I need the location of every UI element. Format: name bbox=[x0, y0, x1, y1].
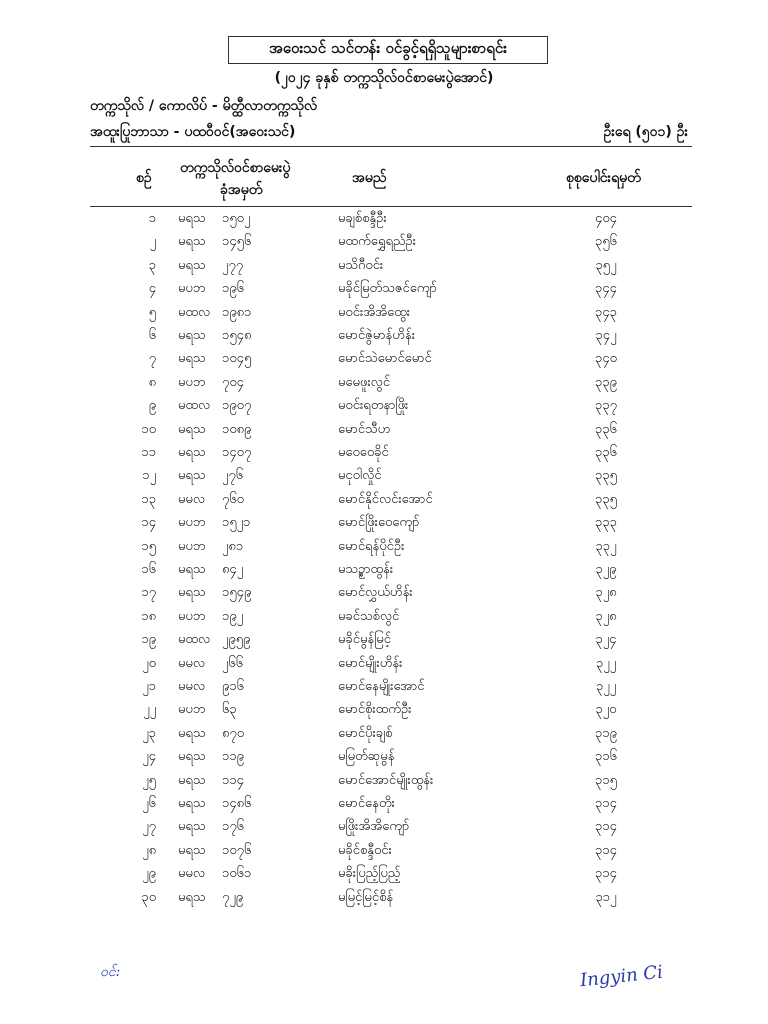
student-name: မခိုးပြည့်ပြည့် bbox=[338, 866, 401, 882]
roll-series: မမလ bbox=[178, 655, 206, 671]
student-name: မောင်ပိုးချစ် bbox=[338, 725, 393, 741]
header-score: စုစုပေါင်းရမှတ် bbox=[566, 170, 641, 186]
table-row bbox=[0, 608, 768, 631]
table-row bbox=[0, 304, 768, 327]
total-score: ၃၁၄ bbox=[595, 796, 617, 811]
table-row bbox=[0, 561, 768, 584]
student-name: မောင်မျိုးဟိန်း bbox=[338, 655, 403, 671]
roll-series: မပဘ bbox=[178, 702, 206, 718]
student-name: မခင်သစ်လွင် bbox=[338, 608, 400, 624]
roll-number: ၂၇၆ bbox=[222, 468, 244, 484]
roll-series: မရသ bbox=[178, 351, 206, 367]
student-name: မောင်စိုးထက်ဦး bbox=[338, 702, 412, 718]
student-name: မောင်ဖြိုးဝေကျော် bbox=[338, 515, 420, 531]
roll-number: ၁၄၅၆ bbox=[222, 234, 252, 250]
student-name: မဝေဝေခိုင် bbox=[338, 445, 389, 460]
roll-series: မရသ bbox=[178, 772, 206, 788]
table-row bbox=[0, 327, 768, 350]
roll-number: ၁၄၈၆ bbox=[222, 796, 252, 811]
row-number: ၂ bbox=[149, 234, 156, 250]
table-top-rule bbox=[90, 146, 692, 147]
roll-series: မရသ bbox=[178, 257, 206, 273]
row-number: ၆ bbox=[148, 328, 156, 343]
student-name: မခိုင်စန္ဒီဝင်း bbox=[338, 842, 392, 858]
student-name: မောင်နေတိုး bbox=[338, 796, 395, 811]
row-number: ၂၈ bbox=[142, 842, 156, 858]
roll-series: မရသ bbox=[178, 585, 206, 601]
total-score: ၃၂၂ bbox=[595, 655, 617, 671]
student-name: မချစ်စန္ဒီဦး bbox=[338, 211, 387, 226]
total-score: ၃၁၅ bbox=[595, 772, 617, 788]
total-score: ၃၃၅ bbox=[595, 468, 617, 484]
total-score: ၃၂၀ bbox=[595, 702, 617, 718]
roll-number: ၁၀၆၁ bbox=[222, 866, 252, 882]
row-number: ၉ bbox=[148, 398, 156, 414]
row-number: ၂၁ bbox=[142, 679, 156, 694]
roll-series: မပဘ bbox=[178, 374, 206, 390]
row-number: ၂၉ bbox=[142, 866, 156, 882]
total-score: ၃၄၀ bbox=[595, 351, 617, 367]
table-row bbox=[0, 655, 768, 678]
roll-series: မရသ bbox=[178, 796, 206, 811]
roll-number: ၆၃ bbox=[222, 702, 237, 718]
header-no: စဉ် bbox=[136, 170, 152, 186]
roll-series: မထလ bbox=[178, 632, 211, 648]
student-name: မောင်နေမျိုးအောင် bbox=[338, 679, 425, 694]
student-name: မောင်နိုင်လင်းအောင် bbox=[338, 491, 433, 507]
student-name: မသဥ္စာထွန်း bbox=[338, 562, 394, 577]
row-number: ၂၃ bbox=[142, 725, 156, 741]
total-score: ၃၂၉ bbox=[595, 562, 617, 577]
row-number: ၇ bbox=[148, 351, 156, 367]
roll-number: ၁၅၄၈ bbox=[222, 328, 252, 343]
roll-series: မရသ bbox=[178, 562, 206, 577]
student-name: မောင်အောင်မျိုးထွန်း bbox=[338, 772, 434, 788]
row-number: ၂၇ bbox=[142, 819, 156, 835]
total-score: ၃၃၆ bbox=[595, 421, 617, 437]
document-title: အဝေးသင် သင်တန်း ဝင်ခွင့်ရရှိသူများစာရင်း bbox=[228, 36, 548, 64]
table-row bbox=[0, 631, 768, 654]
student-name: မဖြိုးအိအိကျော် bbox=[338, 819, 410, 835]
total-score: ၃၄၄ bbox=[595, 281, 617, 297]
header-name: အမည် bbox=[352, 170, 387, 186]
roll-series: မထလ bbox=[178, 304, 211, 320]
row-number: ၅ bbox=[148, 304, 156, 320]
roll-number: ၈၇၀ bbox=[222, 725, 245, 741]
row-number: ၃ bbox=[148, 257, 156, 273]
roll-number: ၂၈၁ bbox=[222, 538, 244, 554]
total-score: ၃၅၆ bbox=[595, 234, 617, 250]
table-row bbox=[0, 795, 768, 818]
table-row bbox=[0, 444, 768, 467]
total-score: ၃၁၄ bbox=[595, 866, 617, 882]
row-number: ၈ bbox=[148, 374, 156, 390]
row-number: ၁၇ bbox=[141, 585, 156, 601]
roll-number: ၁၀၈၉ bbox=[222, 421, 252, 437]
total-score: ၃၁၆ bbox=[595, 749, 617, 765]
total-score: ၃၂၈ bbox=[595, 608, 617, 624]
student-name: မမြင့်မြင့်စိန် bbox=[338, 889, 394, 905]
roll-number: ၂၉၅၉ bbox=[222, 632, 251, 648]
student-name: မောင်သဲမောင်မောင် bbox=[338, 351, 432, 367]
signature: Ingyin Ci bbox=[579, 961, 664, 992]
table-row bbox=[0, 257, 768, 280]
roll-series: မပဘ bbox=[178, 538, 206, 554]
student-name: မငုဝါလှိုင် bbox=[338, 468, 382, 484]
roll-series: မပဘ bbox=[178, 515, 206, 531]
roll-number: ၁၉၈၁ bbox=[222, 304, 252, 320]
row-number: ၂၅ bbox=[142, 772, 156, 788]
roll-number: ၈၄၂ bbox=[222, 562, 244, 577]
row-number: ၄ bbox=[148, 281, 156, 297]
student-name: မမြတ်ဆုမွန် bbox=[338, 749, 395, 765]
roll-series: မရသ bbox=[178, 889, 206, 905]
applicant-count: ဦးရေ (၅၀၁) ဦး bbox=[603, 124, 688, 140]
row-number: ၂၂ bbox=[143, 702, 156, 718]
roll-number: ၇၂၉ bbox=[222, 889, 244, 905]
roll-series: မထလ bbox=[178, 398, 211, 414]
roll-number: ၇၀၄ bbox=[222, 374, 244, 390]
row-number: ၃၀ bbox=[141, 889, 156, 905]
total-score: ၃၃၇ bbox=[595, 398, 617, 414]
table-row bbox=[0, 514, 768, 537]
student-name: မခိုင်မြတ်သဇင်ကျော် bbox=[338, 281, 437, 297]
student-name: မောင်ရန်ပိုင်ဦး bbox=[338, 538, 405, 554]
roll-series: မရသ bbox=[178, 819, 206, 835]
table-row bbox=[0, 842, 768, 865]
roll-number: ၁၅၀၂ bbox=[222, 211, 251, 226]
roll-series: မပဘ bbox=[178, 608, 206, 624]
table-row bbox=[0, 748, 768, 771]
roll-number: ၁၉၂ bbox=[222, 608, 244, 624]
student-name: မောင်လွှယ်ဟိန်း bbox=[338, 585, 413, 601]
total-score: ၃၂၈ bbox=[595, 585, 617, 601]
roll-number: ၁၁၄ bbox=[222, 772, 244, 788]
table-row bbox=[0, 725, 768, 748]
roll-series: မရသ bbox=[178, 421, 206, 437]
table-row bbox=[0, 491, 768, 514]
student-name: မထက်ရွှေရည်ဦး bbox=[338, 234, 417, 250]
roll-series: မမလ bbox=[178, 866, 206, 882]
table-row bbox=[0, 889, 768, 912]
roll-series: မပဘ bbox=[178, 281, 206, 297]
row-number: ၂၆ bbox=[142, 796, 156, 811]
table-row bbox=[0, 374, 768, 397]
table-row bbox=[0, 210, 768, 233]
table-row bbox=[0, 421, 768, 444]
row-number: ၂၀ bbox=[142, 655, 156, 671]
row-number: ၁၄ bbox=[141, 515, 156, 531]
roll-series: မရသ bbox=[178, 328, 206, 343]
roll-number: ၁၀၇၆ bbox=[222, 842, 252, 858]
row-number: ၁ bbox=[148, 211, 156, 226]
row-number: ၁၉ bbox=[141, 632, 156, 648]
total-score: ၃၅၂ bbox=[595, 257, 617, 273]
row-number: ၁၃ bbox=[141, 491, 156, 507]
subject-line: အထူးပြုဘာသာ - ပထဝီဝင်(အဝေးသင်) bbox=[90, 124, 296, 140]
table-row bbox=[0, 865, 768, 888]
total-score: ၃၄၂ bbox=[595, 328, 617, 343]
table-row bbox=[0, 701, 768, 724]
student-name: မဝင်းရတနာဖြိုး bbox=[338, 398, 409, 414]
roll-series: မရသ bbox=[178, 725, 206, 741]
total-score: ၃၃၅ bbox=[595, 491, 617, 507]
roll-series: မရသ bbox=[178, 211, 206, 226]
document-subtitle: (၂၀၂၄ ခုနှစ် တက္ကသိုလ်ဝင်စာမေးပွဲအောင်) bbox=[274, 70, 494, 86]
table-row bbox=[0, 350, 768, 373]
roll-series: မရသ bbox=[178, 749, 206, 765]
total-score: ၃၃၆ bbox=[595, 445, 617, 460]
row-number: ၁၆ bbox=[141, 562, 156, 577]
roll-series: မရသ bbox=[178, 842, 206, 858]
roll-number: ၁၀၄၅ bbox=[222, 351, 252, 367]
row-number: ၁၂ bbox=[142, 468, 156, 484]
table-row bbox=[0, 538, 768, 561]
table-header-rule bbox=[90, 206, 692, 207]
roll-number: ၁၉၆ bbox=[222, 281, 244, 297]
total-score: ၃၁၉ bbox=[595, 725, 617, 741]
roll-number: ၉၁၆ bbox=[222, 679, 244, 694]
total-score: ၃၃၉ bbox=[595, 374, 617, 390]
roll-number: ၁၄၀၇ bbox=[222, 445, 252, 460]
total-score: ၃၁၄ bbox=[595, 819, 617, 835]
roll-number: ၁၇၆ bbox=[222, 819, 244, 835]
header-roll-line2: ခုံအမှတ် bbox=[220, 182, 263, 198]
row-number: ၁၈ bbox=[141, 608, 156, 624]
student-name: မမေဖူးလွင် bbox=[338, 374, 391, 390]
table-row bbox=[0, 467, 768, 490]
roll-series: မရသ bbox=[178, 445, 206, 460]
total-score: ၃၁၂ bbox=[595, 889, 617, 905]
student-name: မောင်ဇွဲမာန်ဟိန်း bbox=[338, 328, 416, 343]
handwritten-mark: ဝင်: bbox=[100, 964, 121, 980]
total-score: ၃၃၂ bbox=[595, 538, 617, 554]
roll-series: မရသ bbox=[178, 234, 206, 250]
roll-number: ၂၆၆ bbox=[222, 655, 244, 671]
roll-series: မရသ bbox=[178, 468, 206, 484]
roll-number: ၁၁၉ bbox=[222, 749, 244, 765]
row-number: ၁၅ bbox=[141, 538, 156, 554]
roll-series: မမလ bbox=[178, 679, 206, 694]
row-number: ၁၀ bbox=[141, 421, 156, 437]
table-row bbox=[0, 818, 768, 841]
roll-number: ၂၇၇ bbox=[222, 257, 244, 273]
row-number: ၁၁ bbox=[141, 445, 156, 460]
total-score: ၃၂၂ bbox=[595, 679, 617, 694]
roll-number: ၁၅၂၁ bbox=[222, 515, 251, 531]
table-row bbox=[0, 584, 768, 607]
row-number: ၂၄ bbox=[142, 749, 156, 765]
student-name: မခိုင်မွန်မြင့် bbox=[338, 632, 391, 648]
roll-number: ၁၉၀၇ bbox=[222, 398, 252, 414]
student-name: မောင်သီဟ bbox=[338, 421, 391, 437]
roll-number: ၇၆၀ bbox=[222, 491, 244, 507]
university-line: တက္ကသိုလ် / ကောလိပ် - မိတ္ထီလာတက္ကသိုလ် bbox=[90, 98, 318, 114]
table-row bbox=[0, 280, 768, 303]
student-name: မသိဂီဝင်း bbox=[338, 257, 384, 273]
header-roll-line1: တက္ကသိုလ်ဝင်စာမေးပွဲ bbox=[180, 160, 291, 176]
table-row bbox=[0, 678, 768, 701]
student-name: မဝင်းအိအိထွေး bbox=[338, 304, 411, 320]
roll-series: မမလ bbox=[178, 491, 206, 507]
total-score: ၃၂၄ bbox=[595, 632, 617, 648]
table-row bbox=[0, 772, 768, 795]
table-row bbox=[0, 233, 768, 256]
total-score: ၃၁၄ bbox=[595, 842, 617, 858]
total-score: ၄၀၄ bbox=[595, 211, 617, 226]
total-score: ၃၃၃ bbox=[595, 515, 617, 531]
roll-number: ၁၅၄၉ bbox=[222, 585, 252, 601]
total-score: ၃၄၃ bbox=[595, 304, 617, 320]
table-row bbox=[0, 397, 768, 420]
